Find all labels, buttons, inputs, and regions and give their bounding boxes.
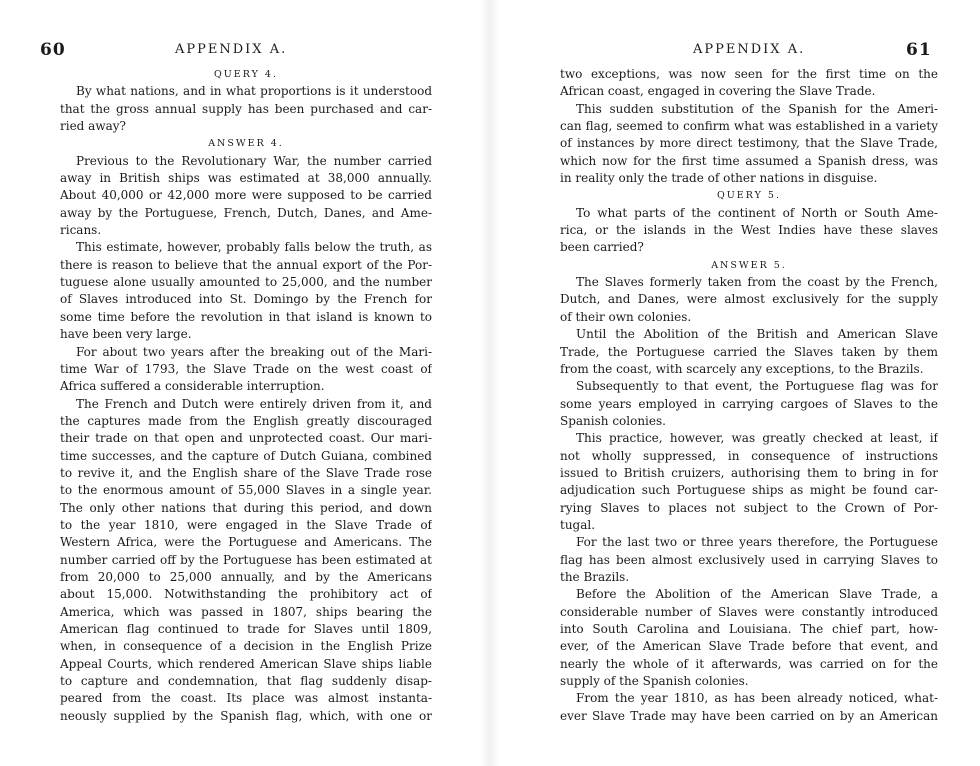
running-head: APPENDIX A. (693, 42, 806, 57)
page-text (560, 66, 938, 725)
text-line: can flag, seemed to confirm what was established in a variety (560, 119, 938, 134)
text-line: about 15,000. Notwithstanding the prohibitory act of (60, 587, 432, 602)
text-line: Western Africa, were the Portuguese and Americans. The (60, 535, 432, 550)
text-line: time successes, and the capture of Dutch Guiana, combined (60, 448, 432, 463)
text-line: into South Carolina and Louisiana. The chief part, how- (560, 622, 938, 636)
text-line: rica, or the islands in the West Indies have these slaves (560, 223, 938, 238)
text-line: flag has been almost exclusively used in carrying Slaves to (560, 552, 938, 567)
text-line: away by the Portuguese, French, Dutch, Danes, and Ame- (60, 205, 432, 220)
text-line: peared from the coast. Its place was almost instanta- (60, 691, 432, 706)
text-line: two exceptions, was now seen for the first time on the (560, 67, 938, 81)
text-line: Appeal Courts, which rendered American Slave ships liable (60, 656, 432, 671)
text-line: the captures made from the English greatly discouraged (60, 413, 432, 428)
text-line: issued to British cruizers, authorising them to bring in for (560, 465, 938, 480)
text-line: not wholly suppressed, in consequence of instructions (560, 448, 938, 463)
text-line: been carried? (560, 240, 644, 255)
text-line: of their own colonies. (560, 309, 692, 324)
text-line: Previous to the Revolutionary War, the number carried (76, 153, 432, 168)
text-line: American flag continued to trade for Slaves until 1809, (60, 622, 432, 636)
text-line: the Brazils. (560, 569, 630, 584)
text-line: have been very large. (60, 327, 192, 342)
text-line: number carried off by the Portuguese has been estimated at (60, 552, 432, 567)
text-line: rying Slaves to places not subject to the Crown of Por- (560, 500, 938, 515)
text-line: some time before the revolution in that island is known to (60, 309, 432, 324)
text-line: African coast, engaged in covering the Slave Trade. (560, 84, 876, 99)
text-line: Dutch, and Danes, were almost exclusively for the supply (560, 292, 938, 307)
page-text (60, 66, 432, 725)
text-line: ever Slave Trade may have been carried on by an American (560, 708, 938, 723)
text-line: when, in consequence of a decision in the English Prize (60, 639, 432, 654)
text-line: Spanish colonies. (560, 413, 666, 428)
text-line: to the enormous amount of 55,000 Slaves in a single year. (60, 483, 432, 498)
page-number: 61 (906, 40, 932, 60)
right-page (490, 0, 980, 766)
section-heading: QUERY 4. (214, 69, 278, 80)
text-line: to revive it, and the English share of the Slave Trade rose (60, 465, 432, 480)
text-line: The only other nations that during this period, and down (60, 500, 432, 515)
text-line: from 20,000 to 25,000 annually, and by the Americans (60, 569, 432, 584)
text-line: time War of 1793, the Slave Trade on the west coast of (60, 361, 432, 376)
text-line: tuguese alone usually amounted to 25,000, and the number (60, 275, 432, 290)
text-line: away in British ships was estimated at 38,000 annually. (60, 171, 432, 186)
text-line: About 40,000 or 42,000 more were supposed to be carried (60, 188, 432, 203)
text-line: Before the Abolition of the American Slave Trade, a (576, 587, 938, 602)
text-line: ried away? (60, 119, 126, 134)
text-line: America, which was passed in 1807, ships bearing the (60, 604, 432, 619)
text-line: The French and Dutch were entirely driven from it, and (76, 396, 432, 411)
text-line: tugal. (560, 517, 596, 532)
text-line: For about two years after the breaking out of the Mari- (76, 344, 432, 359)
text-line: nearly the whole of it afterwards, was carried on for the (560, 656, 938, 671)
text-line: adjudication such Portuguese ships as might be found car- (560, 483, 938, 498)
text-line: The Slaves formerly taken from the coast by the French, (576, 275, 938, 290)
text-line: which now for the first time assumed a Spanish dress, was (560, 153, 938, 168)
text-line: Subsequently to that event, the Portuguese flag was for (576, 379, 938, 394)
text-line: in reality only the trade of other nations in disguise. (560, 171, 878, 186)
text-line: Africa suffered a considerable interruption. (60, 379, 325, 394)
page-number: 60 (40, 40, 66, 60)
text-line: By what nations, and in what proportions is it understood (76, 84, 432, 99)
section-heading: QUERY 5. (717, 190, 781, 202)
text-line: there is reason to believe that the annual export of the Por- (60, 257, 432, 272)
text-line: neously supplied by the Spanish flag, which, with one or (60, 708, 432, 723)
text-line: ever, of the American Slave Trade before that event, and (560, 639, 938, 654)
text-line: Until the Abolition of the British and American Slave (576, 327, 938, 342)
text-line: to the year 1810, were engaged in the Slave Trade of (60, 517, 432, 532)
text-line: ricans. (60, 223, 102, 238)
text-line: some years employed in carrying cargoes of Slaves to the (560, 396, 938, 411)
text-line: Trade, the Portuguese carried the Slaves taken by them (560, 344, 938, 359)
text-line: their trade on that open and unprotected coast. Our mari- (60, 431, 432, 446)
text-line: From the year 1810, as has been already noticed, what- (576, 691, 938, 706)
text-line: considerable number of Slaves were constantly introduced (560, 604, 938, 619)
section-heading: ANSWER 4. (208, 138, 284, 150)
text-line: supply of the Spanish colonies. (560, 674, 749, 689)
text-line: of instances by more direct testimony, that the Slave Trade, (560, 136, 938, 151)
text-line: This sudden substitution of the Spanish for the Ameri- (576, 101, 938, 116)
running-head: APPENDIX A. (175, 42, 288, 57)
text-line: To what parts of the continent of North or South Ame- (576, 205, 938, 220)
text-line: For the last two or three years therefore, the Portuguese (576, 535, 938, 550)
text-line: from the coast, with scarcely any exceptions, to the Brazils. (560, 361, 924, 376)
text-line: This practice, however, was greatly checked at least, if (576, 431, 938, 446)
section-heading: ANSWER 5. (711, 259, 787, 271)
text-line: of Slaves introduced into St. Domingo by the French for (60, 292, 432, 307)
text-line: This estimate, however, probably falls below the truth, as (76, 240, 432, 255)
text-line: that the gross annual supply has been purchased and car- (60, 101, 432, 116)
text-line: to capture and condemnation, that flag suddenly disap- (60, 674, 432, 689)
